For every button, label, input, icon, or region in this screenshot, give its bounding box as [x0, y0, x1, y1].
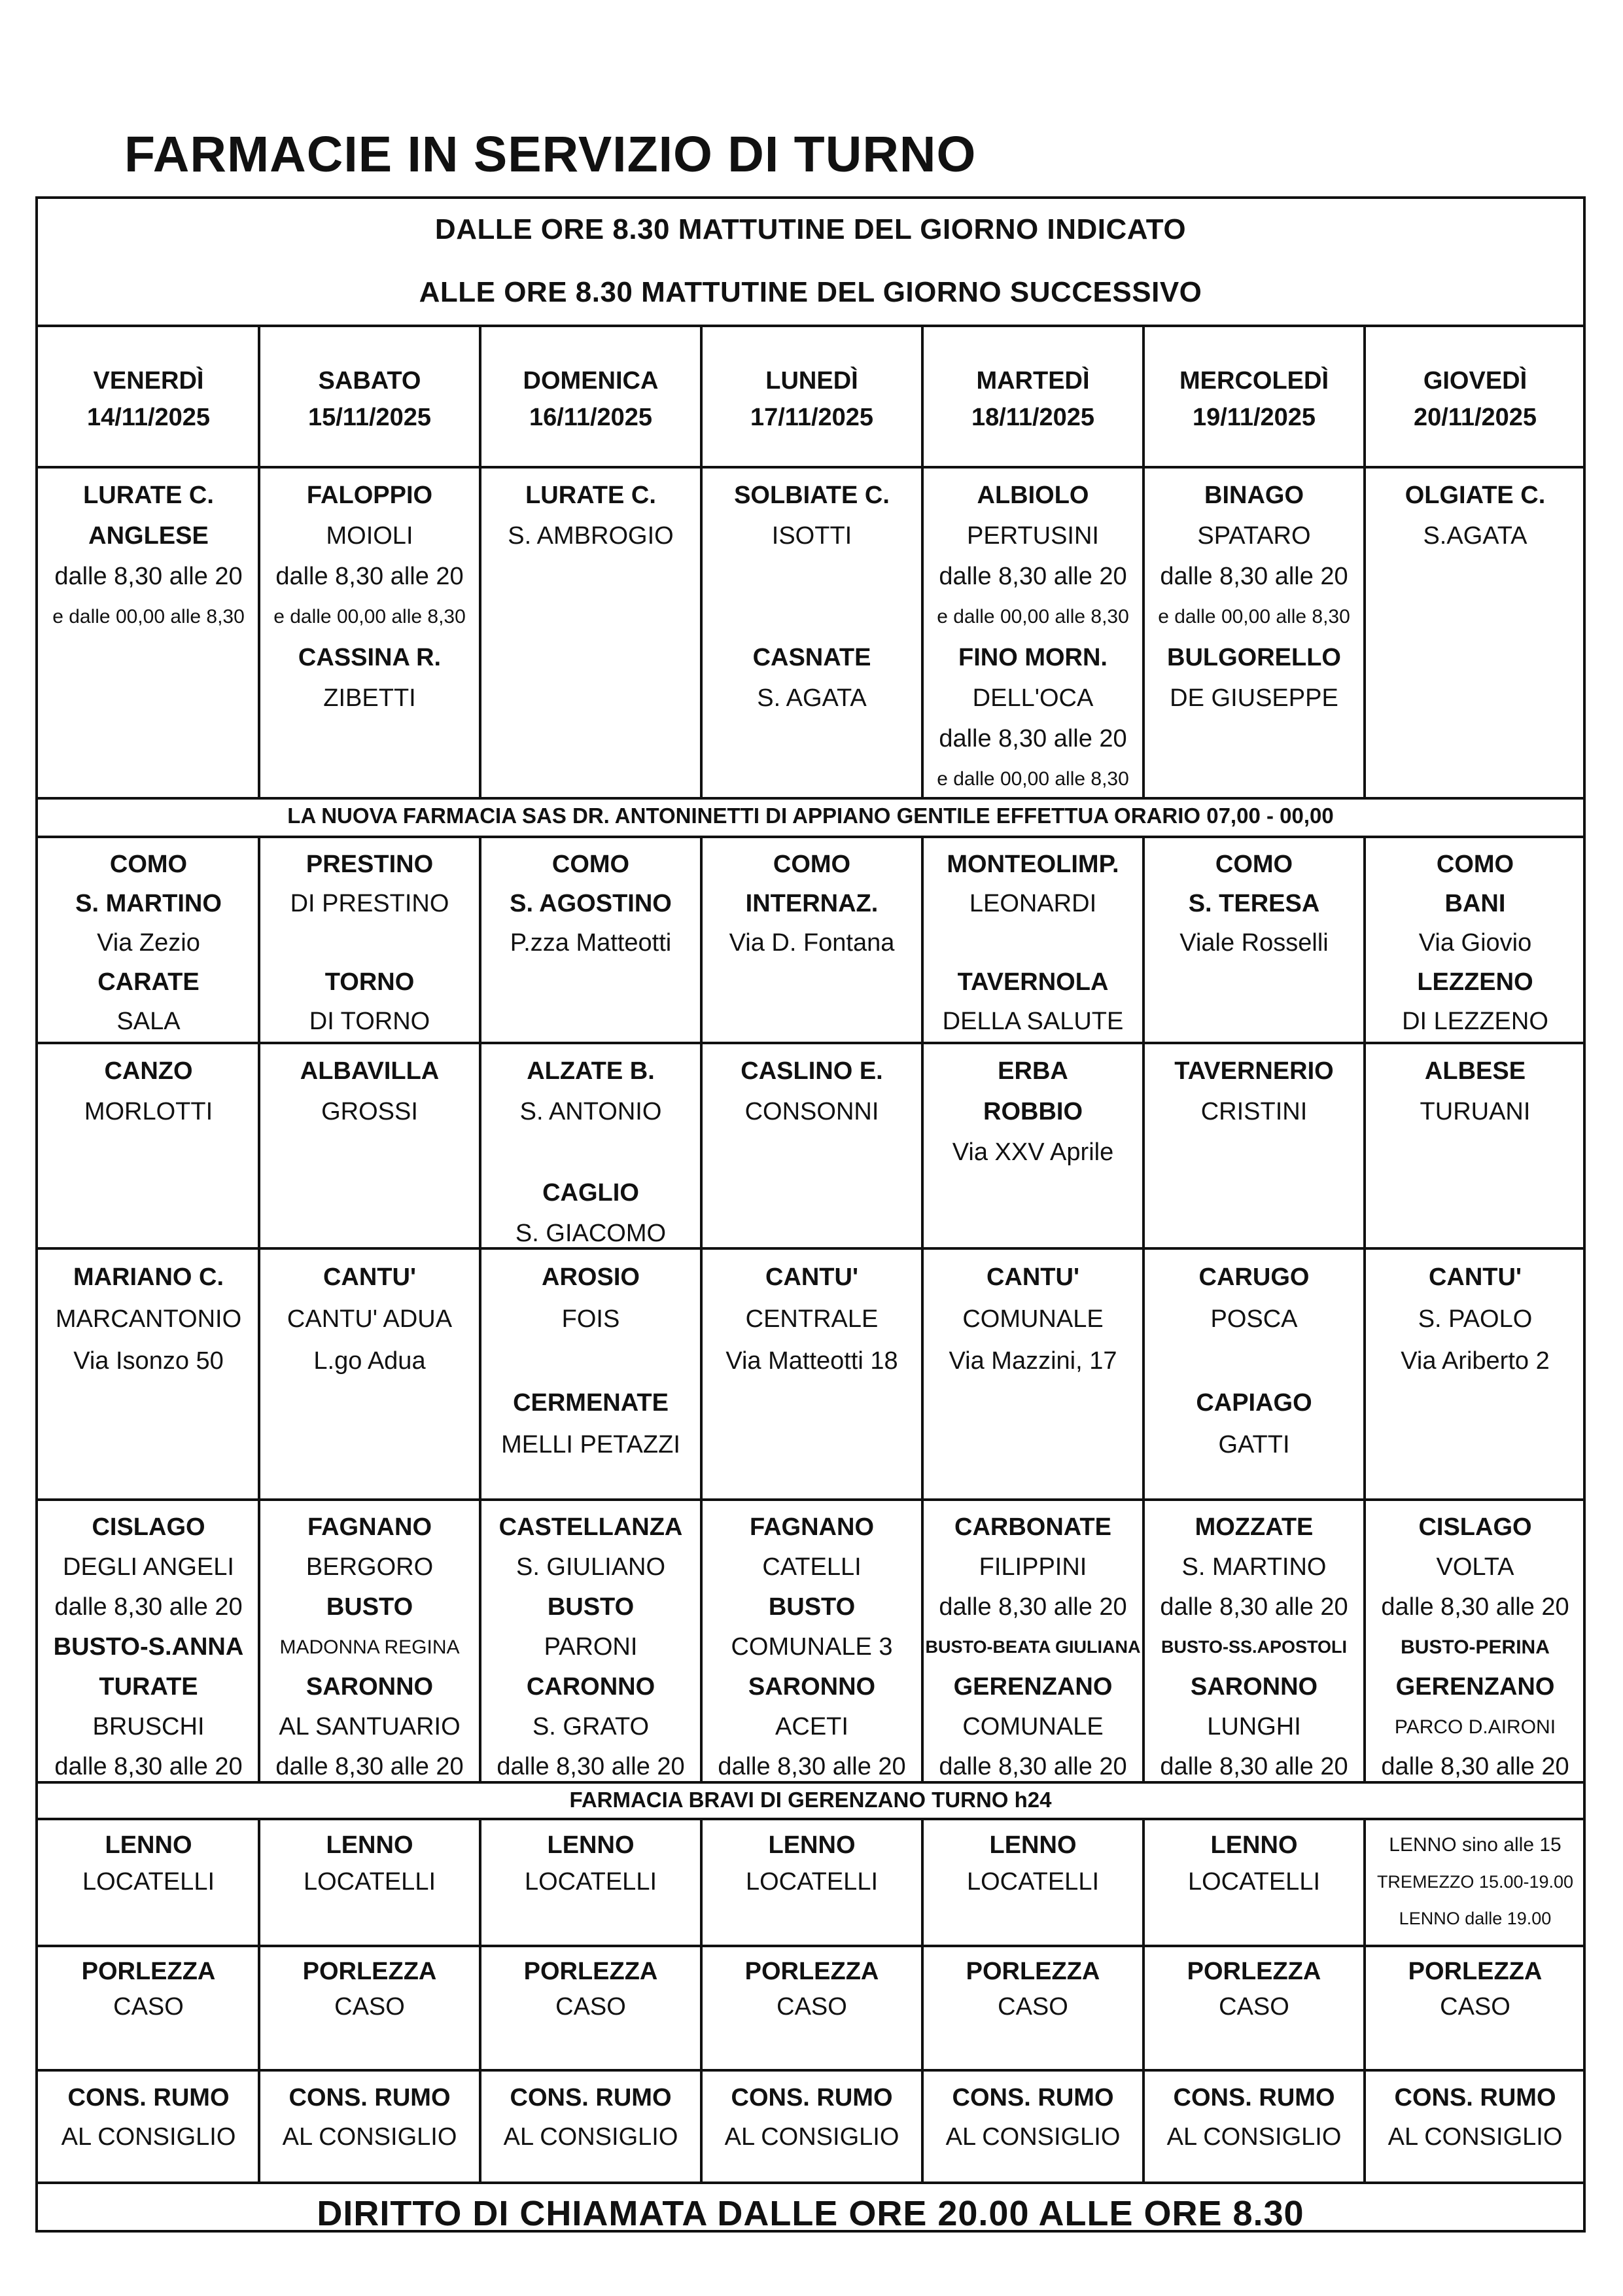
- pharmacy-detail: Via Ariberto 2: [1401, 1347, 1550, 1375]
- duty-cell: [1366, 1256, 1584, 1497]
- duty-cell: [1145, 1954, 1363, 2068]
- location-label: FAGNANO: [750, 1513, 874, 1541]
- divider-row2: [38, 1042, 1583, 1044]
- footer-note: DIRITTO DI CHIAMATA DALLE ORE 20.00 ALLE ORE 8.30: [317, 2194, 1304, 2233]
- location-label: OLGIATE C.: [1405, 482, 1546, 509]
- location-label: CONS. RUMO: [731, 2084, 893, 2111]
- duty-cell: [260, 2078, 479, 2180]
- duty-cell: [481, 1827, 700, 1943]
- pharmacy-detail: LOCATELLI: [966, 1868, 1100, 1896]
- pharmacy-detail: DI TORNO: [309, 1008, 430, 1035]
- duty-cell: [39, 1256, 258, 1497]
- day-date: 19/11/2025: [1192, 404, 1316, 431]
- duty-cell: [924, 1508, 1142, 1780]
- location-label: CASSINA R.: [298, 644, 442, 671]
- location-label: CARUGO: [1198, 1263, 1310, 1291]
- location-label: SOLBIATE C.: [734, 482, 890, 509]
- duty-cell: [260, 1954, 479, 2068]
- location-label: BULGORELLO: [1167, 644, 1341, 671]
- day-header: [1366, 362, 1584, 441]
- header-line-2: ALLE ORE 8.30 MATTUTINE DEL GIORNO SUCCESSIVO: [419, 276, 1202, 308]
- duty-cell: [1366, 2078, 1584, 2180]
- day-date: 16/11/2025: [529, 404, 653, 431]
- pharmacy-detail: BERGORO: [305, 1553, 434, 1581]
- location-label: PORLEZZA: [1408, 1958, 1543, 1985]
- pharmacy-detail: CASO: [555, 1993, 626, 2021]
- spacer: [481, 1132, 700, 1173]
- duty-cell: [260, 475, 479, 796]
- location-label: CARBONATE: [954, 1513, 1111, 1541]
- day-date: 18/11/2025: [971, 404, 1095, 431]
- duty-cell: [39, 2078, 258, 2180]
- header-line-1: DALLE ORE 8.30 MATTUTINE DEL GIORNO INDICATO: [434, 213, 1187, 245]
- location-label: SARONNO: [305, 1673, 434, 1701]
- day-name: DOMENICA: [523, 367, 659, 395]
- pharmacy-detail: LOCATELLI: [82, 1868, 215, 1896]
- location-label: ROBBIO: [983, 1098, 1083, 1125]
- duty-cell: [481, 1508, 700, 1780]
- banner-appiano: LA NUOVA FARMACIA SAS DR. ANTONINETTI DI APPIANO GENTILE EFFETTUA ORARIO 07,00 - 00,00: [287, 804, 1334, 828]
- pharmacy-detail: PARCO D.AIRONI: [1394, 1716, 1556, 1738]
- duty-cell: [703, 1827, 921, 1943]
- location-label: CAPIAGO: [1196, 1389, 1312, 1417]
- location-label: FALOPPIO: [306, 482, 433, 509]
- pharmacy-detail: DE GIUSEPPE: [1170, 684, 1338, 712]
- pharmacy-detail: AL CONSIGLIO: [1166, 2123, 1342, 2151]
- pharmacy-detail: dalle 8,30 alle 20: [54, 1593, 243, 1621]
- divider-row7: [38, 2069, 1583, 2072]
- pharmacy-detail: AL CONSIGLIO: [503, 2123, 678, 2151]
- banner-gerenzano: FARMACIA BRAVI DI GERENZANO TURNO h24: [569, 1788, 1052, 1812]
- duty-cell: [924, 1954, 1142, 2068]
- pharmacy-detail: TURUANI: [1420, 1098, 1531, 1125]
- location-label: CANTU': [986, 1263, 1080, 1291]
- duty-cell: [1145, 1051, 1363, 1246]
- pharmacy-detail: LEONARDI: [969, 890, 1097, 917]
- pharmacy-detail: S.AGATA: [1423, 522, 1527, 550]
- pharmacy-detail: P.zza Matteotti: [510, 929, 672, 957]
- spacer: [924, 923, 1142, 963]
- duty-cell: [260, 1256, 479, 1497]
- pharmacy-detail: S. GIULIANO: [515, 1553, 666, 1581]
- location-label: CANTU': [323, 1263, 417, 1291]
- day-name: MARTEDÌ: [976, 367, 1090, 395]
- location-label: TURATE: [99, 1673, 198, 1701]
- day-header: [260, 362, 479, 441]
- duty-cell: [924, 1256, 1142, 1497]
- pharmacy-detail: dalle 8,30 alle 20: [497, 1753, 685, 1780]
- location-label: AROSIO: [542, 1263, 640, 1291]
- pharmacy-detail: COMUNALE: [962, 1305, 1104, 1333]
- location-label: BINAGO: [1204, 482, 1304, 509]
- pharmacy-detail: LOCATELLI: [1187, 1868, 1321, 1896]
- pharmacy-detail: e dalle 00,00 alle 8,30: [273, 606, 466, 627]
- pharmacy-detail: CATELLI: [762, 1553, 862, 1581]
- duty-cell: [703, 1051, 921, 1246]
- pharmacy-detail: AL CONSIGLIO: [945, 2123, 1121, 2151]
- location-label: LENNO: [326, 1831, 413, 1859]
- location-label: CASNATE: [752, 644, 871, 671]
- location-label: BUSTO: [547, 1593, 635, 1621]
- location-label: PORLEZZA: [523, 1958, 658, 1985]
- duty-cell: [1366, 1508, 1584, 1780]
- pharmacy-detail: dalle 8,30 alle 20: [939, 1753, 1127, 1780]
- duty-cell: [39, 1827, 258, 1943]
- day-header: [39, 362, 258, 441]
- location-label: PORLEZZA: [81, 1958, 216, 1985]
- location-label: S. MARTINO: [75, 890, 222, 917]
- location-label: BUSTO-PERINA: [1401, 1636, 1550, 1658]
- pharmacy-detail: CASO: [1440, 1993, 1510, 2021]
- pharmacy-detail: S. ANTONIO: [519, 1098, 662, 1125]
- location-label: ALZATE B.: [527, 1057, 655, 1085]
- location-label: LURATE C.: [83, 482, 214, 509]
- location-label: ERBA: [998, 1057, 1068, 1085]
- pharmacy-detail: LOCATELLI: [303, 1868, 436, 1896]
- divider-banner-appiano: [38, 836, 1583, 838]
- pharmacy-detail: S. AMBROGIO: [508, 522, 674, 550]
- pharmacy-detail: SPATARO: [1197, 522, 1311, 550]
- duty-cell: [1145, 1508, 1363, 1780]
- location-label: TAVERNERIO: [1174, 1057, 1334, 1085]
- pharmacy-detail: LENNO sino alle 15: [1389, 1834, 1562, 1856]
- pharmacy-detail: CASO: [334, 1993, 405, 2021]
- pharmacy-detail: FOIS: [561, 1305, 620, 1333]
- pharmacy-detail: Via D. Fontana: [729, 929, 895, 957]
- pharmacy-detail: dalle 8,30 alle 20: [54, 563, 243, 590]
- divider-row1: [38, 797, 1583, 800]
- pharmacy-detail: dalle 8,30 alle 20: [275, 1753, 464, 1780]
- location-label: BUSTO-SS.APOSTOLI: [1161, 1637, 1348, 1657]
- day-name: SABATO: [318, 367, 421, 395]
- location-label: MOZZATE: [1195, 1513, 1314, 1541]
- day-header: [481, 362, 700, 441]
- pharmacy-detail: dalle 8,30 alle 20: [1160, 1753, 1348, 1780]
- schedule-table: [35, 196, 1586, 2233]
- duty-cell: [481, 1051, 700, 1246]
- duty-cell: [924, 1827, 1142, 1943]
- spacer: [1145, 1340, 1363, 1382]
- duty-cell: [924, 475, 1142, 796]
- pharmacy-detail: dalle 8,30 alle 20: [939, 1593, 1127, 1621]
- duty-cell: [1366, 1954, 1584, 2068]
- location-label: CONS. RUMO: [1173, 2084, 1335, 2111]
- location-label: CAGLIO: [542, 1179, 639, 1207]
- location-label: CISLAGO: [1418, 1513, 1532, 1541]
- duty-cell: [1145, 2078, 1363, 2180]
- location-label: ALBIOLO: [977, 482, 1089, 509]
- duty-cell: [703, 475, 921, 796]
- pharmacy-detail: DELLA SALUTE: [942, 1008, 1124, 1035]
- pharmacy-detail: CASO: [998, 1993, 1068, 2021]
- location-label: BUSTO-S.ANNA: [53, 1633, 244, 1661]
- location-label: COMO: [109, 851, 188, 878]
- pharmacy-detail: e dalle 00,00 alle 8,30: [1158, 606, 1350, 627]
- duty-cell: [481, 475, 700, 796]
- location-label: CONS. RUMO: [1394, 2084, 1556, 2111]
- duty-cell: [481, 1954, 700, 2068]
- divider-banner-gerenzano: [38, 1818, 1583, 1820]
- location-label: CASTELLANZA: [498, 1513, 683, 1541]
- location-label: ANGLESE: [88, 522, 209, 550]
- pharmacy-detail: Via Isonzo 50: [73, 1347, 224, 1375]
- pharmacy-detail: Viale Rosselli: [1179, 929, 1329, 957]
- location-label: PORLEZZA: [744, 1958, 879, 1985]
- location-label: LENNO: [547, 1831, 635, 1859]
- location-label: LEZZENO: [1417, 968, 1533, 996]
- pharmacy-detail: DI PRESTINO: [290, 890, 449, 917]
- pharmacy-detail: MARCANTONIO: [55, 1305, 242, 1333]
- duty-cell: [1366, 475, 1584, 796]
- location-label: PRESTINO: [305, 851, 434, 878]
- spacer: [703, 597, 921, 637]
- duty-cell: [1366, 845, 1584, 1040]
- location-label: GERENZANO: [1395, 1673, 1555, 1701]
- duty-cell: [260, 1051, 479, 1246]
- pharmacy-detail: MORLOTTI: [84, 1098, 213, 1125]
- pharmacy-detail: ZIBETTI: [323, 684, 416, 712]
- location-label: SARONNO: [748, 1673, 876, 1701]
- pharmacy-detail: COMUNALE: [962, 1713, 1104, 1740]
- pharmacy-detail: MOIOLI: [326, 522, 413, 550]
- location-label: LENNO: [105, 1831, 192, 1859]
- pharmacy-detail: LOCATELLI: [524, 1868, 657, 1896]
- location-label: S. TERESA: [1188, 890, 1320, 917]
- divider-row8: [38, 2181, 1583, 2184]
- duty-cell: [703, 1256, 921, 1497]
- pharmacy-detail: Via Giovio: [1418, 929, 1532, 957]
- pharmacy-detail: S. GRATO: [532, 1713, 650, 1740]
- pharmacy-detail: LENNO dalle 19.00: [1399, 1909, 1552, 1928]
- duty-cell: [1145, 1827, 1363, 1943]
- pharmacy-detail: FILIPPINI: [979, 1553, 1087, 1581]
- location-label: CONS. RUMO: [510, 2084, 672, 2111]
- pharmacy-detail: TREMEZZO 15.00-19.00: [1376, 1872, 1574, 1892]
- duty-cell: [39, 1508, 258, 1780]
- location-label: CARATE: [97, 968, 200, 996]
- location-label: COMO: [1215, 851, 1293, 878]
- location-label: TAVERNOLA: [957, 968, 1109, 996]
- pharmacy-detail: ISOTTI: [771, 522, 852, 550]
- duty-cell: [1145, 845, 1363, 1040]
- pharmacy-detail: e dalle 00,00 alle 8,30: [937, 606, 1129, 627]
- duty-cell: [924, 845, 1142, 1040]
- pharmacy-detail: CASO: [1219, 1993, 1289, 2021]
- location-label: LURATE C.: [525, 482, 656, 509]
- duty-cell: [260, 845, 479, 1040]
- day-name: GIOVEDÌ: [1423, 367, 1527, 395]
- duty-cell: [481, 1256, 700, 1497]
- day-header: [924, 362, 1142, 441]
- pharmacy-detail: dalle 8,30 alle 20: [939, 563, 1127, 590]
- day-date: 14/11/2025: [86, 404, 211, 431]
- location-label: BUSTO: [326, 1593, 413, 1621]
- duty-cell: [1145, 475, 1363, 796]
- location-label: GERENZANO: [953, 1673, 1113, 1701]
- duty-cell: [481, 2078, 700, 2180]
- location-label: CASLINO E.: [741, 1057, 883, 1085]
- pharmacy-detail: COMUNALE 3: [731, 1633, 893, 1661]
- pharmacy-detail: CASO: [777, 1993, 847, 2021]
- pharmacy-detail: S. PAOLO: [1418, 1305, 1533, 1333]
- location-label: CARONNO: [526, 1673, 655, 1701]
- location-label: CONS. RUMO: [288, 2084, 451, 2111]
- pharmacy-detail: S. MARTINO: [1181, 1553, 1327, 1581]
- duty-cell: [703, 1508, 921, 1780]
- location-label: BUSTO-BEATA GIULIANA: [925, 1637, 1141, 1657]
- pharmacy-detail: CRISTINI: [1200, 1098, 1308, 1125]
- location-label: CONS. RUMO: [67, 2084, 230, 2111]
- spacer: [481, 1340, 700, 1382]
- spacer: [260, 923, 479, 963]
- pharmacy-detail: dalle 8,30 alle 20: [54, 1753, 243, 1780]
- pharmacy-detail: PERTUSINI: [966, 522, 1099, 550]
- pharmacy-detail: Via Matteotti 18: [725, 1347, 898, 1375]
- divider-row4: [38, 1498, 1583, 1501]
- duty-cell: [260, 1827, 479, 1943]
- duty-cell: [39, 845, 258, 1040]
- pharmacy-detail: GATTI: [1218, 1431, 1290, 1458]
- duty-cell: [924, 2078, 1142, 2180]
- duty-cell: [481, 845, 700, 1040]
- location-label: COMO: [1436, 851, 1514, 878]
- duty-cell: [1366, 1051, 1584, 1246]
- divider-days: [38, 466, 1583, 468]
- pharmacy-detail: dalle 8,30 alle 20: [1160, 563, 1348, 590]
- location-label: CANTU': [1428, 1263, 1522, 1291]
- day-name: LUNEDÌ: [765, 367, 858, 395]
- pharmacy-detail: ACETI: [775, 1713, 848, 1740]
- location-label: LENNO: [989, 1831, 1077, 1859]
- location-label: ALBESE: [1424, 1057, 1526, 1085]
- location-label: ALBAVILLA: [300, 1057, 440, 1085]
- duty-cell: [39, 1954, 258, 2068]
- pharmacy-detail: LOCATELLI: [745, 1868, 879, 1896]
- pharmacy-detail: MADONNA REGINA: [279, 1636, 460, 1658]
- duty-cell: [1145, 1256, 1363, 1497]
- pharmacy-detail: BRUSCHI: [92, 1713, 205, 1740]
- pharmacy-detail: dalle 8,30 alle 20: [1381, 1753, 1569, 1780]
- pharmacy-detail: Via Mazzini, 17: [949, 1347, 1117, 1375]
- pharmacy-detail: AL CONSIGLIO: [61, 2123, 236, 2151]
- pharmacy-detail: dalle 8,30 alle 20: [1160, 1593, 1348, 1621]
- pharmacy-detail: Via XXV Aprile: [952, 1139, 1114, 1166]
- location-label: SARONNO: [1190, 1673, 1318, 1701]
- location-label: BUSTO: [768, 1593, 856, 1621]
- duty-cell: [1366, 1827, 1584, 1943]
- pharmacy-detail: dalle 8,30 alle 20: [718, 1753, 906, 1780]
- pharmacy-detail: e dalle 00,00 alle 8,30: [52, 606, 245, 627]
- location-label: CANTU': [765, 1263, 859, 1291]
- page-title: FARMACIE IN SERVIZIO DI TURNO: [124, 126, 977, 183]
- pharmacy-detail: AL CONSIGLIO: [282, 2123, 457, 2151]
- pharmacy-detail: AL CONSIGLIO: [724, 2123, 899, 2151]
- day-name: MERCOLEDÌ: [1179, 367, 1329, 395]
- pharmacy-detail: CONSONNI: [744, 1098, 879, 1125]
- pharmacy-detail: Via Zezio: [97, 929, 200, 957]
- pharmacy-detail: dalle 8,30 alle 20: [1381, 1593, 1569, 1621]
- pharmacy-detail: POSCA: [1210, 1305, 1298, 1333]
- day-header: [703, 362, 921, 441]
- location-label: COMO: [773, 851, 851, 878]
- location-label: PORLEZZA: [1187, 1958, 1321, 1985]
- divider-header: [38, 325, 1583, 327]
- location-label: MARIANO C.: [73, 1263, 224, 1291]
- location-label: TORNO: [324, 968, 415, 996]
- pharmacy-detail: CANTU' ADUA: [287, 1305, 453, 1333]
- pharmacy-detail: DEGLI ANGELI: [63, 1553, 234, 1581]
- pharmacy-detail: DELL'OCA: [972, 684, 1094, 712]
- location-label: FINO MORN.: [958, 644, 1108, 671]
- pharmacy-detail: dalle 8,30 alle 20: [275, 563, 464, 590]
- location-label: CERMENATE: [513, 1389, 669, 1417]
- pharmacy-detail: CASO: [113, 1993, 184, 2021]
- day-date: 20/11/2025: [1413, 404, 1537, 431]
- pharmacy-detail: PARONI: [544, 1633, 638, 1661]
- location-label: MONTEOLIMP.: [947, 851, 1119, 878]
- location-label: BANI: [1444, 890, 1506, 917]
- pharmacy-detail: MELLI PETAZZI: [501, 1431, 680, 1458]
- duty-cell: [703, 1954, 921, 2068]
- location-label: CONS. RUMO: [952, 2084, 1114, 2111]
- location-label: PORLEZZA: [966, 1958, 1100, 1985]
- location-label: INTERNAZ.: [745, 890, 879, 917]
- pharmacy-detail: S. GIACOMO: [515, 1220, 667, 1247]
- day-date: 15/11/2025: [307, 404, 432, 431]
- spacer: [703, 556, 921, 597]
- pharmacy-detail: SALA: [116, 1008, 181, 1035]
- divider-row6: [38, 1945, 1583, 1947]
- duty-cell: [703, 845, 921, 1040]
- location-label: CISLAGO: [92, 1513, 205, 1541]
- duty-cell: [39, 475, 258, 796]
- pharmacy-detail: AL CONSIGLIO: [1387, 2123, 1563, 2151]
- pharmacy-detail: CENTRALE: [745, 1305, 879, 1333]
- day-name: VENERDÌ: [93, 367, 204, 395]
- pharmacy-detail: e dalle 00,00 alle 8,30: [937, 768, 1129, 790]
- location-label: CANZO: [104, 1057, 193, 1085]
- pharmacy-detail: L.go Adua: [313, 1347, 426, 1375]
- pharmacy-detail: dalle 8,30 alle 20: [939, 725, 1127, 752]
- pharmacy-detail: AL SANTUARIO: [279, 1713, 461, 1740]
- location-label: LENNO: [1210, 1831, 1298, 1859]
- location-label: LENNO: [768, 1831, 856, 1859]
- location-label: PORLEZZA: [302, 1958, 437, 1985]
- pharmacy-detail: VOLTA: [1436, 1553, 1514, 1581]
- pharmacy-detail: DI LEZZENO: [1402, 1008, 1548, 1035]
- duty-cell: [39, 1051, 258, 1246]
- pharmacy-detail: S. AGATA: [757, 684, 867, 712]
- duty-cell: [924, 1051, 1142, 1246]
- duty-cell: [703, 2078, 921, 2180]
- pharmacy-detail: GROSSI: [321, 1098, 418, 1125]
- day-date: 17/11/2025: [750, 404, 874, 431]
- divider-row3: [38, 1247, 1583, 1250]
- pharmacy-detail: LUNGHI: [1207, 1713, 1301, 1740]
- location-label: S. AGOSTINO: [510, 890, 672, 917]
- location-label: FAGNANO: [307, 1513, 432, 1541]
- location-label: COMO: [551, 851, 630, 878]
- day-header: [1145, 362, 1363, 441]
- duty-cell: [260, 1508, 479, 1780]
